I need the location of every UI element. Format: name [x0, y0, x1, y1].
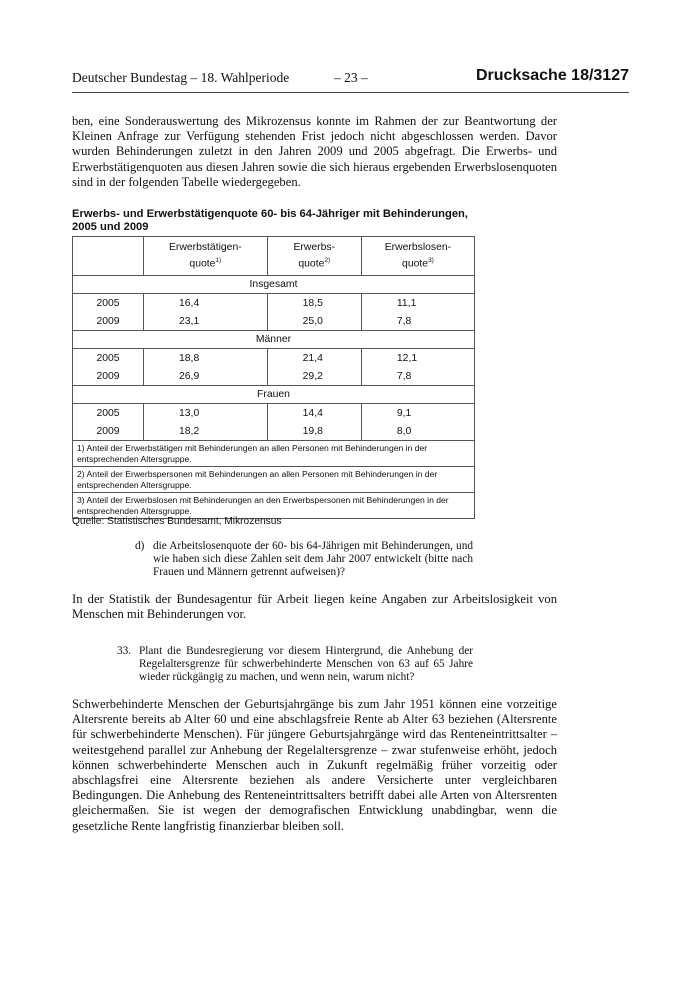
page-header — [72, 68, 629, 93]
column-header: Erwerbs- quote$^{2)}$ — [267, 237, 361, 276]
footnote: 2) Anteil der Erwerbspersonen mit Behinderungen an allen Personen mit Behinderungen in der entsprechenden Altersgruppe. — [73, 467, 475, 493]
group-label: Insgesamt — [73, 276, 475, 294]
year-cell: 2009 — [73, 422, 144, 441]
doc-label: Drucksache 18/ — [476, 67, 594, 84]
value-cell: 23,1 — [144, 312, 268, 331]
column-header: Erwerbstätigen- quote$^{1)}$ — [144, 237, 268, 276]
group-header-row — [73, 276, 475, 294]
value-cell: 26,9 — [144, 367, 268, 386]
question-d-text: die Arbeitslosenquote der 60- bis 64-Jährigen mit Behinderungen, und wie haben sich diese Zahlen seit dem Jahr 2007 entwickelt (bitte nach Frauen und Männern getrennt aufweisen)? — [153, 540, 473, 579]
year-cell: 2005 — [73, 349, 144, 368]
question-33-label: 33. — [117, 645, 132, 657]
question-d-label: d) — [135, 540, 145, 552]
header-publication: Deutscher Bundestag – 18. Wahlperiode — [72, 70, 290, 85]
value-cell: 7,8 — [361, 312, 474, 331]
answer-33: Schwerbehinderte Menschen der Geburtsjahrgänge bis zum Jahr 1951 können eine vorzeitige Altersrente bereits ab Alter 60 und eine abschlagsfreie Rente ab Alter 63 beziehen (Altersrente für schwerbehinderte Menschen). Für jüngere Geburtsjahrgänge wird das Renteneintrittsalter – weitestgehend parallel zur Anhebung der Regelaltersgrenze – zwar stufenweise erhöht, jedoch können schwerbehinderte Menschen auch in Zukunft regelmäßig früher vorzeitig oder abschlagsfrei eine Altersrente beziehen als andere Versicherte unter vergleichbaren Bedingungen. Die Anhebung des Renteneintrittsalters betrifft dabei alle Arten von Altersrenten gleichermaßen. Sie ist wegen der demografischen Entwicklung unabdingbar, wenn die gesetzliche Rente langfristig finanzierbar bleiben soll. — [72, 697, 557, 833]
question-33-text: Plant die Bundesregierung vor diesem Hintergrund, die Anhebung der Regelaltersgrenze für schwerbehinderte Menschen von 63 auf 65 Jahre wieder rückgängig zu machen, und wenn nein, warum nicht? — [139, 645, 473, 684]
intro-paragraph: ben, eine Sonderauswertung des Mikrozensus konnte im Rahmen der zur Beantwortung der Kleinen Anfrage zur Verfügung stehenden Frist jedoch nicht abgeschlossen werden. Davor wurden Behinderungen zuletzt in den Jahren 2009 und 2005 abgefragt. Die Erwerbs- und Erwerbstätigenquoten aus diesen Jahren sowie die sich hieraus ergebenden Erwerbslosenquoten sind in der folgenden Tabelle wiedergegeben. — [72, 114, 557, 189]
table-row — [73, 367, 475, 386]
table-title: Erwerbs- und Erwerbstätigenquote 60- bis 64-Jähriger mit Behinderungen, 2005 und 2009 — [72, 208, 468, 233]
value-cell: 29,2 — [267, 367, 361, 386]
table-source: Quelle: Statistisches Bundesamt, Mikrozensus — [72, 516, 282, 527]
table-row — [73, 294, 475, 313]
value-cell: 13,0 — [144, 404, 268, 423]
table-row — [73, 422, 475, 441]
value-cell: 11,1 — [361, 294, 474, 313]
answer-d: In der Statistik der Bundesagentur für Arbeit liegen keine Angaben zur Arbeitslosigkeit von Menschen mit Behinderungen vor. — [72, 592, 557, 622]
group-header-row — [73, 331, 475, 349]
value-cell: 19,8 — [267, 422, 361, 441]
table-header-row — [73, 237, 475, 276]
document-number — [476, 67, 629, 85]
value-cell: 18,2 — [144, 422, 268, 441]
value-cell: 16,4 — [144, 294, 268, 313]
value-cell: 25,0 — [267, 312, 361, 331]
value-cell: 12,1 — [361, 349, 474, 368]
value-cell: 7,8 — [361, 367, 474, 386]
value-cell: 8,0 — [361, 422, 474, 441]
table-row — [73, 312, 475, 331]
header-empty-cell — [73, 237, 144, 276]
value-cell: 18,5 — [267, 294, 361, 313]
table-row — [73, 349, 475, 368]
group-label: Frauen — [73, 386, 475, 404]
table-row — [73, 404, 475, 423]
footnote-row — [73, 441, 475, 467]
footnote-row — [73, 467, 475, 493]
page-number: – 23 – — [334, 70, 368, 85]
value-cell: 9,1 — [361, 404, 474, 423]
year-cell: 2005 — [73, 294, 144, 313]
group-header-row — [73, 386, 475, 404]
value-cell: 18,8 — [144, 349, 268, 368]
doc-number: 3127 — [593, 67, 629, 84]
year-cell: 2009 — [73, 367, 144, 386]
value-cell: 14,4 — [267, 404, 361, 423]
group-label: Männer — [73, 331, 475, 349]
year-cell: 2005 — [73, 404, 144, 423]
footnote-row — [73, 493, 475, 519]
value-cell: 21,4 — [267, 349, 361, 368]
column-header: Erwerbslosen- quote$^{3)}$ — [361, 237, 474, 276]
data-table — [72, 236, 475, 519]
footnote: 1) Anteil der Erwerbstätigen mit Behinderungen an allen Personen mit Behinderungen in der entsprechenden Altersgruppe. — [73, 441, 475, 467]
year-cell: 2009 — [73, 312, 144, 331]
footnote: 3) Anteil der Erwerbslosen mit Behinderungen an den Erwerbspersonen mit Behinderungen in der entsprechenden Altersgruppe. — [73, 493, 475, 519]
